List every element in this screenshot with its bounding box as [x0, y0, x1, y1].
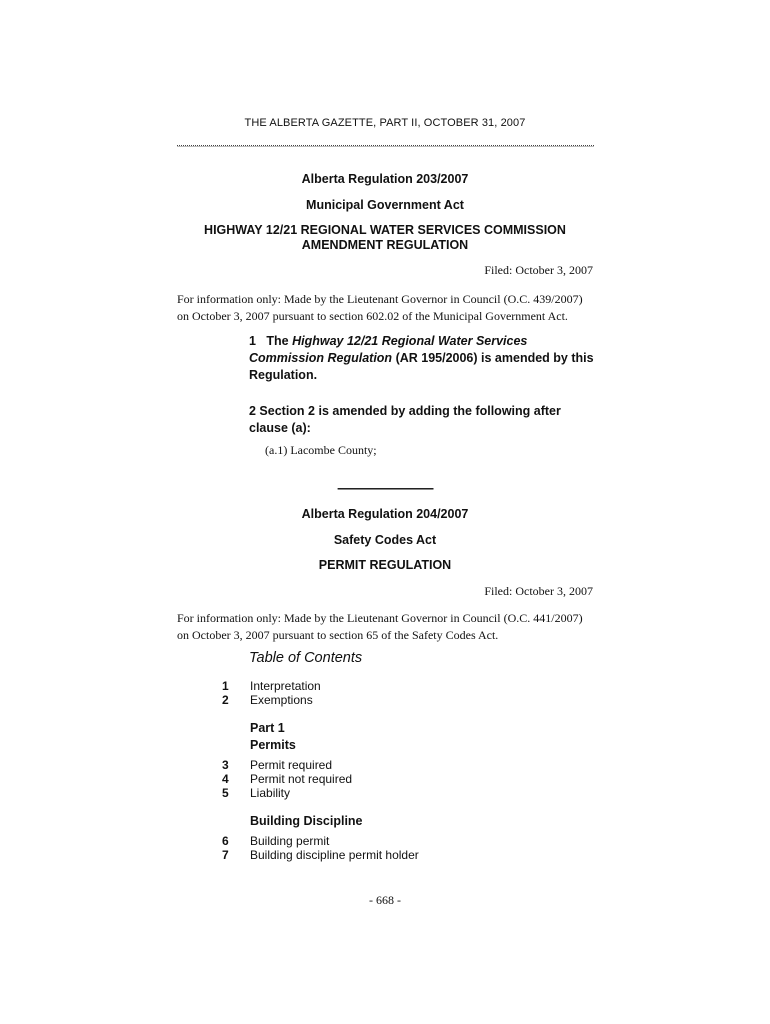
toc-item: Permit required	[250, 758, 333, 772]
toc-number: 6	[222, 834, 229, 848]
info-note-line2: on October 3, 2007 pursuant to section 602.02 of the Municipal Government Act.	[177, 309, 568, 323]
act-name: Municipal Government Act	[306, 198, 464, 212]
toc-division-heading: Building Discipline	[250, 814, 363, 828]
section-text: The	[266, 334, 289, 348]
toc-item: Liability	[250, 786, 291, 800]
regulation-name-italic: Commission Regulation	[249, 351, 393, 365]
toc-part-heading	[250, 720, 296, 754]
toc-item: Interpretation	[250, 679, 321, 693]
info-note	[177, 291, 597, 325]
running-header: THE ALBERTA GAZETTE, PART II, OCTOBER 31, 2007	[244, 117, 526, 129]
clause-text: (a.1) Lacombe County;	[265, 443, 377, 457]
page-number: - 668 -	[369, 893, 401, 907]
info-note-line2: on October 3, 2007 pursuant to section 65 of the Safety Codes Act.	[177, 628, 499, 642]
section-number: 1	[249, 334, 256, 348]
toc-number: 2	[222, 693, 229, 707]
info-note-line1: For information only: Made by the Lieutenant Governor in Council (O.C. 441/2007)	[177, 611, 583, 625]
info-note-line1: For information only: Made by the Lieutenant Governor in Council (O.C. 439/2007)	[177, 292, 583, 306]
regulation-number: Alberta Regulation 203/2007	[301, 172, 469, 186]
section-text: Regulation.	[249, 368, 318, 382]
regulation-title-line1: HIGHWAY 12/21 REGIONAL WATER SERVICES COMMISSION	[204, 223, 566, 237]
toc-item: Exemptions	[250, 693, 313, 707]
toc-title: Table of Contents	[249, 650, 363, 666]
regulation-title: PERMIT REGULATION	[318, 558, 452, 572]
filed-date: Filed: October 3, 2007	[484, 584, 593, 598]
section-2	[249, 403, 594, 437]
toc-item: Permit not required	[250, 772, 353, 786]
regulation-name-italic: Highway 12/21 Regional Water Services	[292, 334, 528, 348]
section-text: clause (a):	[249, 421, 311, 435]
regulation-title-line2: AMENDMENT REGULATION	[301, 238, 469, 252]
section-text: 2 Section 2 is amended by adding the following after	[249, 404, 561, 418]
section-text: (AR 195/2006) is amended by this	[395, 351, 594, 365]
toc-number: 5	[222, 786, 229, 800]
section-1	[249, 333, 594, 384]
toc-number: 1	[222, 679, 229, 693]
act-name: Safety Codes Act	[333, 533, 437, 547]
separator-line: --------------------------------	[337, 481, 433, 495]
part-number: Part 1	[250, 721, 285, 735]
toc-number: 4	[222, 772, 229, 786]
filed-date: Filed: October 3, 2007	[484, 263, 593, 277]
part-title: Permits	[250, 738, 296, 752]
toc-number: 7	[222, 848, 229, 862]
toc-item: Building permit	[250, 834, 330, 848]
toc-number: 3	[222, 758, 229, 772]
header-rule	[177, 145, 594, 146]
info-note	[177, 610, 597, 644]
regulation-number: Alberta Regulation 204/2007	[301, 507, 469, 521]
toc-item: Building discipline permit holder	[250, 848, 419, 862]
